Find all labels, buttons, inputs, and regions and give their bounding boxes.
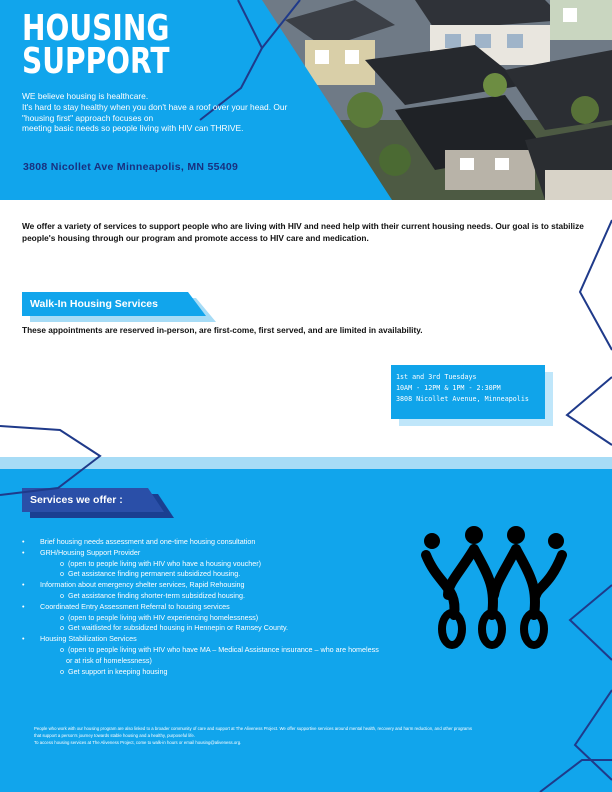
service-item-text: or at risk of homelessness) [66,655,152,665]
services-top-strip [0,457,612,469]
intro-text [22,91,322,134]
footer-line-3: To access housing services at The Aliveness Project, come to walk-in hours or email housing@aliveness.org. [34,739,242,745]
services-heading-tag [22,488,152,512]
walkin-note: These appointments are reserved in-person, are first-come, first served, and are limited in availability. [22,325,423,335]
bullet-marker: • [22,537,25,546]
service-item [22,602,379,613]
service-item [22,667,379,678]
service-item-text: (open to people living with HIV experiencing homelessness) [68,612,259,622]
service-item-text: Information about emergency shelter services, Rapid Rehousing [40,580,245,590]
sub-bullet-marker: o [60,623,64,633]
services-heading: Services we offer : [30,494,123,506]
bullet-marker: • [22,547,25,557]
service-item [22,656,379,667]
lead-paragraph: We offer a variety of services to support people who are living with HIV and need help with their current housing needs. Our goal is to stabilize people's housing through our program and promote access to HIV care and medication. [22,221,584,243]
service-item [22,645,379,656]
service-item-text: Coordinated Entry Assessment Referral to housing services [40,601,230,611]
service-item [22,580,379,591]
service-item [22,569,379,580]
title-line-2: SUPPORT [22,41,170,82]
address: 3808 Nicollet Ave Minneapolis, MN 55409 [23,161,239,173]
schedule-box [391,365,545,419]
schedule-location: 3808 Nicollet Avenue, Minneapolis [396,395,529,403]
title-line-1: HOUSING [22,8,170,49]
service-item-text: (open to people living with HIV who have a housing voucher) [68,558,261,568]
intro-line-3: "housing first" approach focuses on [22,112,154,123]
intro-line-1: WE believe housing is healthcare. [22,91,149,101]
service-item-text: Get support in keeping housing [68,666,168,676]
footer-text [34,726,574,746]
schedule-days: 1st and 3rd Tuesdays [396,373,477,381]
service-item [22,591,379,602]
sub-bullet-marker: o [60,612,64,622]
service-item-text: (open to people living with HIV who have MA – Medical Assistance insurance – who are homeless [68,644,379,654]
bullet-marker: • [22,634,25,644]
sub-bullet-marker: o [60,558,64,568]
service-item-text: Get assistance finding permanent subsidized housing. [68,569,241,579]
service-item-text: GRH/Housing Support Provider [40,547,141,557]
service-item [22,613,379,624]
service-item [22,548,379,559]
service-item-text: Housing Stabilization Services [40,634,137,644]
bullet-marker: • [22,580,25,590]
walkin-heading-tag [22,292,194,316]
service-item-text: Get assistance finding shorter-term subsidized housing. [68,590,245,600]
intro-line-2: It's hard to stay healthy when you don't have a roof over your head. Our [22,101,288,112]
footer-line-1: People who work with our housing program are also linked to a broader community of care and support at The Aliveness Project. We offer supportive services around mental health, recovery and harm reduction, and other programs [34,726,473,731]
service-item [22,623,379,634]
sub-bullet-marker: o [60,569,64,579]
service-item-text: Brief housing needs assessment and one-time housing consultation [40,537,256,546]
service-item [22,537,379,548]
service-item [22,634,379,645]
service-item [22,559,379,570]
schedule-hours: 10AM - 12PM & 1PM - 2:30PM [396,384,501,392]
sub-bullet-marker: o [60,666,64,676]
page-title [22,8,170,82]
walkin-heading: Walk-In Housing Services [30,298,158,310]
aliveness-logo-icon [418,525,568,655]
bullet-marker: • [22,601,25,611]
sub-bullet-marker: o [60,644,64,654]
services-list [22,537,379,677]
intro-line-4: meeting basic needs so people living with HIV can THRIVE. [22,123,244,134]
sub-bullet-marker: o [60,590,64,600]
service-item-text: Get waitlisted for subsidized housing in Hennepin or Ramsey County. [68,623,288,633]
footer-line-2: that support a person's journey towards stable housing and a healthy, purposeful life. [34,732,196,738]
